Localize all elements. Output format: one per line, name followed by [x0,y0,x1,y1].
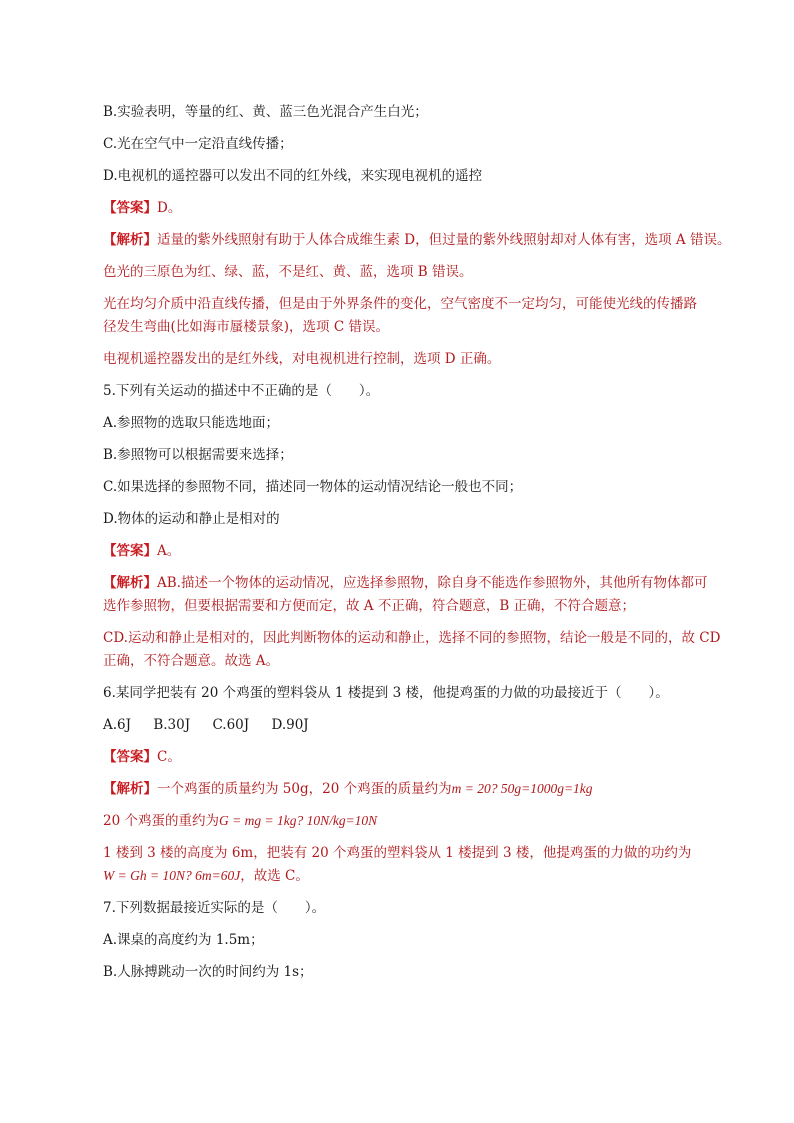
q5-answer [103,541,723,561]
document-page [103,102,731,994]
q4-analysis-2: 色光的三原色为红、绿、蓝，不是红、黄、蓝，选项 B 错误。 [103,264,473,280]
answer-tag: 【答案】 [103,200,157,216]
q4-analysis-4: 电视机遥控器发出的是红外线，对电视机进行控制，选项 D 正确。 [103,351,501,367]
q5-analysis-1a [103,573,723,593]
q6-answer-value: C。 [157,749,181,765]
q6-analysis-2-text: 20 个鸡蛋的重约为 [103,813,219,829]
q6-option-a: A.6J [103,717,132,733]
q5-analysis-1a-text: AB.描述一个物体的运动情况，应选择参照物，除自身不能选作参照物外，其他所有物体都可 [157,575,708,591]
q4-option-d: D.电视机的遥控器可以发出不同的红外线，来实现电视机的遥控 [103,168,483,184]
q6-mass-formula: m = 20? 50g=1000g=1kg [451,781,593,796]
q6-stem: 6.某同学把装有 20 个鸡蛋的塑料袋从 1 楼提到 3 楼，他提鸡蛋的力做的功最接近于（ ）。 [103,685,669,701]
q4-analysis-3b: 径发生弯曲(比如海市蜃楼景象)，选项 C 错误。 [103,319,389,335]
q6-option-d: D.90J [271,717,309,733]
q6-analysis-1 [103,779,723,799]
q5-analysis-2a: CD.运动和静止是相对的，因此判断物体的运动和静止，选择不同的参照物，结论一般是不同的，故 CD [103,630,721,646]
q5-option-c: C.如果选择的参照物不同，描述同一物体的运动情况结论一般也不同； [103,479,523,495]
q6-analysis-1-text: 一个鸡蛋的质量约为 50g，20 个鸡蛋的质量约为 [157,781,452,797]
q5-stem: 5.下列有关运动的描述中不正确的是（ ）。 [103,383,380,399]
q5-analysis-1b: 选作参照物，但要根据需要和方便而定，故 A 不正确，符合题意，B 正确，不符合题意； [103,598,636,614]
q6-options [103,715,723,735]
q7-option-a: A.课桌的高度约为 1.5m； [103,932,264,948]
analysis-tag: 【解析】 [103,232,157,248]
q5-analysis-2b: 正确，不符合题意。故选 A。 [103,653,280,669]
q4-answer-value: D。 [157,200,182,216]
q6-weight-formula: G = mg = 1kg? 10N/kg=10N [218,813,378,828]
q6-work-formula: W = Gh = 10N? 6m=60J [103,868,241,883]
answer-tag: 【答案】 [103,749,157,765]
q4-answer [103,198,723,218]
q6-option-b: B.30J [153,717,191,733]
analysis-tag: 【解析】 [103,781,157,797]
q5-option-a: A.参照物的选取只能选地面； [103,415,280,431]
q4-analysis-3a: 光在均匀介质中沿直线传播，但是由于外界条件的变化，空气密度不一定均匀，可能使光线的传播路 [103,296,697,312]
q5-answer-value: A。 [157,543,181,559]
answer-tag: 【答案】 [103,543,157,559]
q4-option-c: C.光在空气中一定沿直线传播； [103,136,293,152]
analysis-tag: 【解析】 [103,575,157,591]
q4-analysis-1-text: 适量的紫外线照射有助于人体合成维生素 D，但过量的紫外线照射却对人体有害，选项 A 错误。 [157,232,731,248]
q4-option-b: B.实验表明，等量的红、黄、蓝三色光混合产生白光； [103,104,428,120]
q6-analysis-2 [103,811,723,831]
q7-stem: 7.下列数据最接近实际的是（ ）。 [103,900,326,916]
q6-answer [103,747,723,767]
q5-option-b: B.参照物可以根据需要来选择； [103,447,293,463]
q6-option-c: C.60J [212,717,250,733]
q4-analysis-1 [103,230,731,250]
q7-option-b: B.人脉搏跳动一次的时间约为 1s； [103,964,313,980]
q6-analysis-4 [103,866,723,886]
q6-analysis-4-text: ，故选 C。 [240,868,309,884]
q5-option-d: D.物体的运动和静止是相对的 [103,511,280,527]
q6-analysis-3: 1 楼到 3 楼的高度为 6m，把装有 20 个鸡蛋的塑料袋从 1 楼提到 3 楼，他提鸡蛋的力做的功约为 [103,845,692,861]
